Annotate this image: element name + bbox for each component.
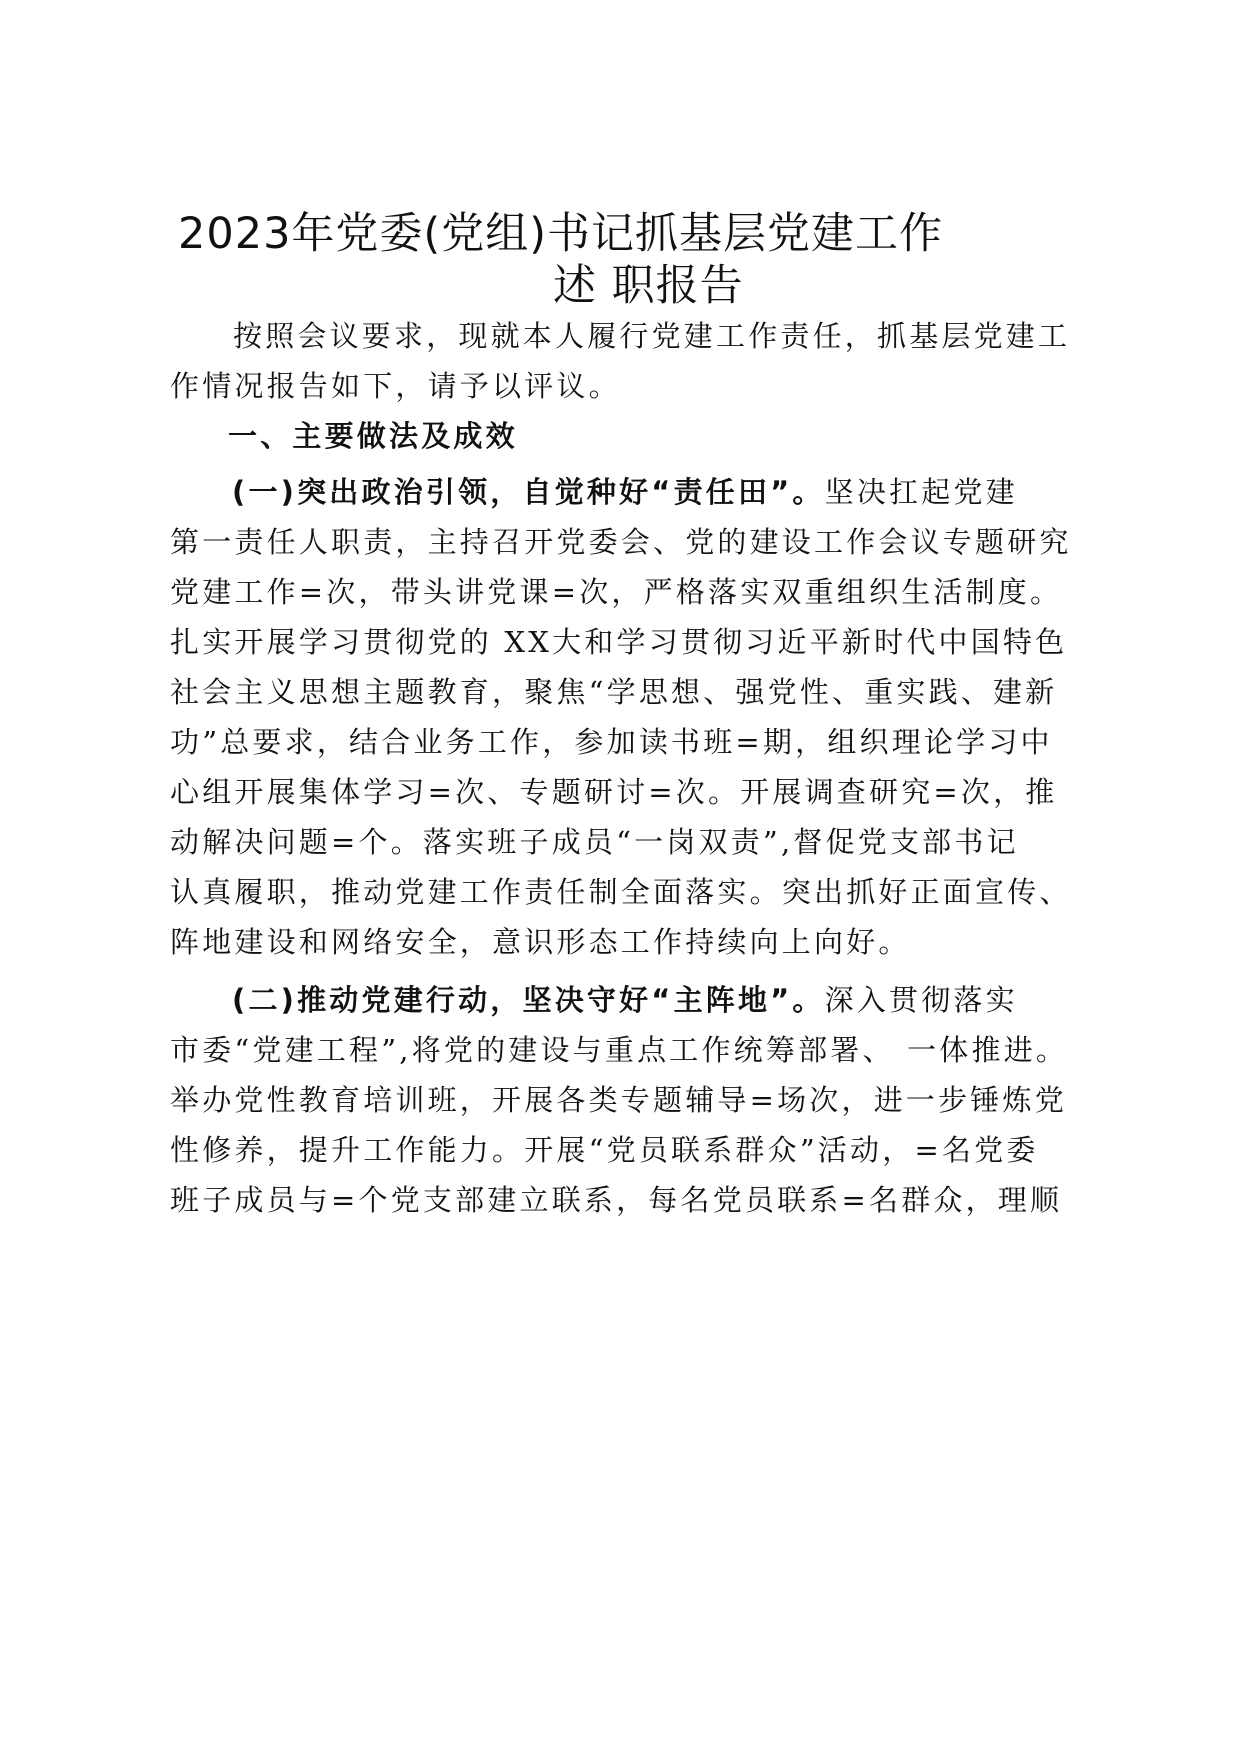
subsection-2-line: 举办党性教育培训班，开展各类专题辅导=场次，进一步锤炼党 (170, 1083, 1067, 1117)
subsection-1-line: 心组开展集体学习=次、专题研讨=次。开展调查研究=次，推 (170, 775, 1058, 809)
document-title-line-2: 述 职报告 (553, 261, 744, 311)
subsection-1-line: 扎实开展学习贯彻党的 XX大和学习贯彻习近平新时代中国特色 (170, 625, 1068, 659)
subsection-2-line-1-text: 深入贯彻落实 (824, 983, 1018, 1017)
subsection-1-first-line (232, 472, 1018, 512)
subsection-1-line: 第一责任人职责，主持召开党委会、党的建设工作会议专题研究 (170, 525, 1072, 559)
subsection-1-line: 社会主义思想主题教育，聚焦“学思想、强党性、重实践、建新 (170, 675, 1058, 709)
subsection-2-first-line (232, 980, 1018, 1020)
subsection-1-heading: (一)突出政治引领，自觉种好“责任田”。 (232, 475, 825, 509)
subsection-1-line: 党建工作=次，带头讲党课=次，严格落实双重组织生活制度。 (170, 575, 1063, 609)
subsection-1-line: 认真履职，推动党建工作责任制全面落实。突出抓好正面宣传、 (170, 875, 1072, 909)
subsection-1-line: 动解决问题=个。落实班子成员“一岗双责”,督促党支部书记 (170, 825, 1019, 859)
subsection-2-line: 班子成员与=个党支部建立联系，每名党员联系=名群众，理顺 (170, 1183, 1063, 1217)
section-1-heading: 一、主要做法及成效 (228, 419, 518, 453)
subsection-1-line: 阵地建设和网络安全，意识形态工作持续向上向好。 (170, 925, 911, 959)
subsection-2-line: 市委“党建工程”,将党的建设与重点工作统筹部署、 一体推进。 (170, 1033, 1069, 1067)
intro-line-2: 作情况报告如下，请予以评议。 (170, 369, 621, 403)
subsection-2-line: 性修养，提升工作能力。开展“党员联系群众”活动，=名党委 (170, 1133, 1039, 1167)
intro-line-1: 按照会议要求，现就本人履行党建工作责任，抓基层党建工 (233, 319, 1071, 353)
subsection-1-line: 功”总要求，结合业务工作，参加读书班=期，组织理论学习中 (170, 725, 1053, 759)
subsection-2-heading: (二)推动党建行动，坚决守好“主阵地”。 (232, 983, 825, 1017)
subsection-1-line-1-text: 坚决扛起党建 (824, 475, 1018, 509)
document-title-line-1: 2023年党委(党组)书记抓基层党建工作 (178, 209, 943, 259)
